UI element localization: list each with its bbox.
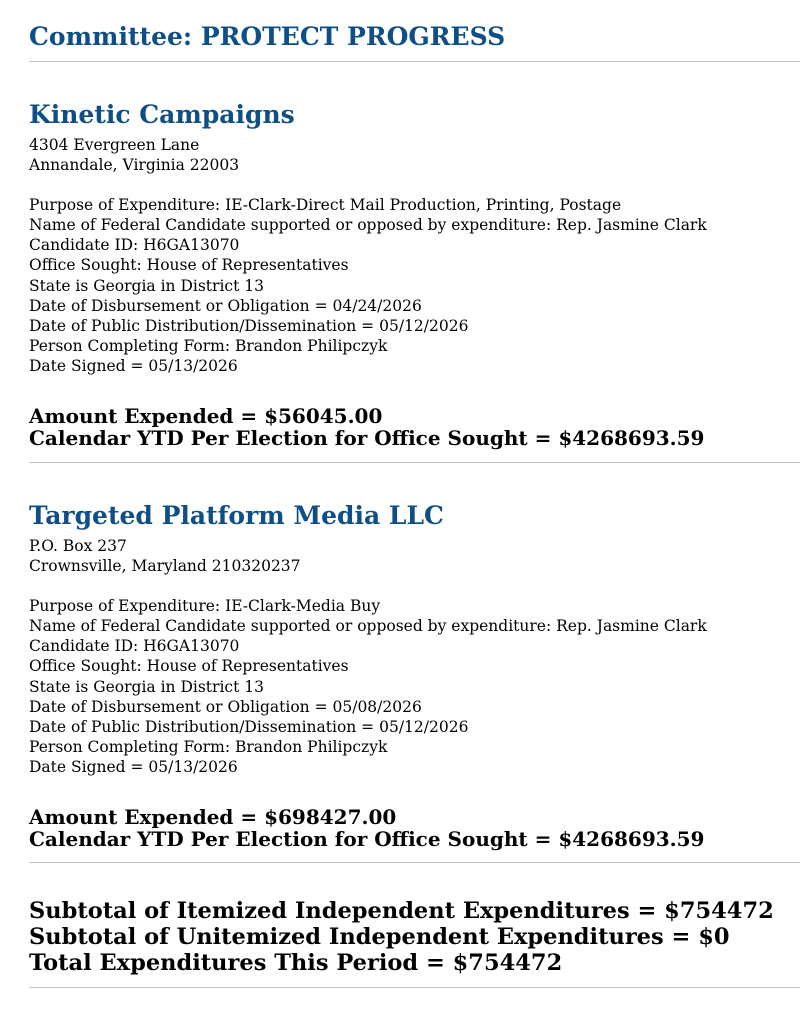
vendor-name: Targeted Platform Media LLC bbox=[29, 501, 444, 530]
date-signed: Date Signed = 05/13/2026 bbox=[29, 356, 238, 375]
distribution-date: Date of Public Distribution/Dissemination = 05/12/2026 bbox=[29, 717, 469, 736]
candidate-id: Candidate ID: H6GA13070 bbox=[29, 236, 240, 255]
office-sought: Office Sought: House of Representatives bbox=[29, 256, 349, 275]
divider bbox=[29, 462, 800, 463]
candidate-id: Candidate ID: H6GA13070 bbox=[29, 637, 240, 656]
committee-title: Committee: PROTECT PROGRESS bbox=[29, 22, 506, 51]
disbursement-date: Date of Disbursement or Obligation = 05/08/2026 bbox=[29, 697, 422, 716]
unitemized-subtotal: Subtotal of Unitemized Independent Expenditures = $0 bbox=[29, 924, 730, 950]
amount-expended: Amount Expended = $698427.00 bbox=[29, 805, 397, 830]
person-completing-form: Person Completing Form: Brandon Philipczyk bbox=[29, 336, 388, 355]
office-sought: Office Sought: House of Representatives bbox=[29, 657, 349, 676]
calendar-ytd: Calendar YTD Per Election for Office Sought = $4268693.59 bbox=[29, 827, 705, 852]
vendor-address-line1: 4304 Evergreen Lane bbox=[29, 136, 200, 154]
person-completing-form: Person Completing Form: Brandon Philipczyk bbox=[29, 737, 388, 756]
purpose-of-expenditure: Purpose of Expenditure: IE-Clark-Media Buy bbox=[29, 597, 381, 616]
candidate-name: Name of Federal Candidate supported or opposed by expenditure: Rep. Jasmine Clark bbox=[29, 617, 707, 636]
calendar-ytd: Calendar YTD Per Election for Office Sought = $4268693.59 bbox=[29, 426, 705, 451]
vendor-name: Kinetic Campaigns bbox=[29, 100, 295, 129]
candidate-name: Name of Federal Candidate supported or opposed by expenditure: Rep. Jasmine Clark bbox=[29, 216, 707, 235]
divider bbox=[29, 862, 800, 863]
state-district: State is Georgia in District 13 bbox=[29, 677, 264, 696]
distribution-date: Date of Public Distribution/Dissemination = 05/12/2026 bbox=[29, 316, 469, 335]
divider bbox=[29, 987, 800, 988]
amount-expended: Amount Expended = $56045.00 bbox=[29, 404, 383, 429]
purpose-of-expenditure: Purpose of Expenditure: IE-Clark-Direct Mail Production, Printing, Postage bbox=[29, 196, 622, 215]
total-expenditures: Total Expenditures This Period = $754472 bbox=[29, 950, 563, 976]
vendor-address-line1: P.O. Box 237 bbox=[29, 537, 127, 555]
state-district: State is Georgia in District 13 bbox=[29, 276, 264, 295]
expenditure-summary bbox=[29, 898, 800, 976]
expenditure-entry bbox=[29, 98, 800, 449]
divider bbox=[29, 61, 800, 62]
vendor-address-line2: Crownsville, Maryland 210320237 bbox=[29, 557, 301, 576]
expenditure-entry bbox=[29, 499, 800, 850]
disbursement-date: Date of Disbursement or Obligation = 04/24/2026 bbox=[29, 296, 422, 315]
vendor-address-line2: Annandale, Virginia 22003 bbox=[29, 156, 240, 175]
itemized-subtotal: Subtotal of Itemized Independent Expenditures = $754472 bbox=[29, 898, 774, 924]
date-signed: Date Signed = 05/13/2026 bbox=[29, 757, 238, 776]
